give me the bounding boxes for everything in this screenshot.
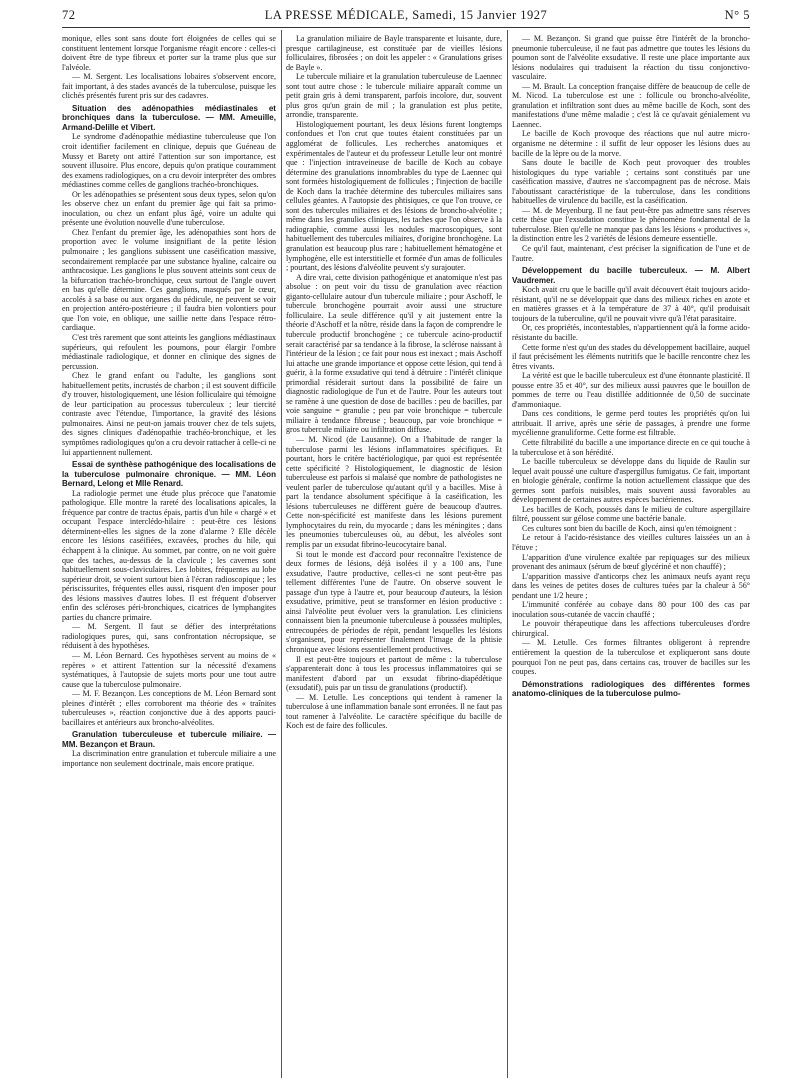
paragraph: C'est très rarement que sont atteints les ganglions médiastinaux supérieurs, qui refoulent les poumons, pour élargir l'ombre médiastinale radiologique, et donner en clinique des signes de percussion.	[62, 332, 276, 371]
paragraph: Koch avait cru que le bacille qu'il avait découvert était toujours acido-résistant, qu'il ne se développait que dans des milieux riches en azote et en matières grasses et à la température de 37 à 40°, qu'il produisait toujours de la tuberculine, qu'il ne pouvait vivre qu'à l'état parasitaire.	[512, 285, 750, 323]
header-rule	[62, 27, 750, 28]
paragraph: Chez l'enfant du premier âge, les adénopathies sont hors de proportion avec le volume insignifiant de la petite lésion pulmonaire ; les ganglions subissent une caséification massive, secondairement remplacée par une substance hyaline, calcaire ou anthracosique. Les ganglions le plus souvent atteints sont ceux de la bifurcation trachéo-bronchique, ceux surtout de l'angle ouvert en bas qu'elle détermine. Ces ganglions, masqués par le cœur, accolés à sa base ou aux organes du pédicule, ne peuvent se voir en projection antéro-postérieure ; il faudra bien volontiers pour que l'on voie, en oblique, une saillie nette dans l'espace rétro-cardiaque.	[62, 227, 276, 333]
paragraph: L'apparition d'une virulence exaltée par repiquages sur des milieux provenant des animaux (sérum de bœuf glycériné et non chauffé) ;	[512, 552, 750, 572]
paragraph: Le retour à l'acido-résistance des vieilles cultures laissées un an à l'étuve ;	[512, 533, 750, 552]
paragraph: — M. Bezançon. Si grand que puisse être l'intérêt de la broncho-pneumonie tuberculeuse, il ne faut pas admettre que toutes les lésions du poumon sont de l'alvéolite exsudative. Il reste une place importante aux lésions nodulaires qui traduisent la réaction du tissu conjonctivo-vasculaire.	[512, 34, 750, 82]
paragraph: Les bacilles de Koch, poussés dans le milieu de culture aspergillaire filtré, poussent sur gélose comme une bactérie banale.	[512, 504, 750, 524]
text-column-1	[62, 34, 276, 1074]
paragraph: Ces cultures sont bien du bacille de Koch, ainsi qu'en témoignent :	[522, 523, 737, 533]
issue-number: N° 5	[724, 8, 750, 22]
paragraph: La granulation miliaire de Bayle transparente et luisante, dure, presque cartilagineuse, est constituée par de vieilles lésions folliculaires, fibrosées ; on doit les appeler : « Granulations grises de Bayle ».	[286, 34, 502, 72]
text-column-3	[512, 34, 750, 1074]
paragraph: — M. F. Bezançon. Les conceptions de M. Léon Bernard sont pleines d'intérêt ; elles corroborent ma théorie des « traînites tuberculeuses », réaction conjonctive due à des apports pauci-bacillaires et antérieurs aux broncho-alvéolites.	[62, 689, 276, 727]
paragraph: A dire vrai, cette division pathogénique et anatomique n'est pas absolue : on peut voir du tissu de granulation avec réaction giganto-cellulaire autour d'un tubercule miliaire ; pour Aschoff, le tubercule bronchogène pourrait avoir aussi une structure folliculaire. La seule différence qu'il y ait justement entre la théorie d'Aschoff et la nôtre, réside dans la façon de comprendre le tubercule productif bronchogène ; ce tubercule acino-productif serait caractérisé par sa tendance à la fibrose, la sclérose naissant à l'intérieur de la lésion ; ce fait pour nous est inexact ; mais Aschoff lui attache une grande importance et oppose cette lésion, qui tend à guérir, à la forme exsudative qui tend à détruire : l'intérêt clinique primordial résiderait surtout dans la possibilité de faire un diagnostic radiologique de l'un et de l'autre. Pour les auteurs tout se ramène à une question de dose de bacilles : peu de bacilles, par voie sanguine = granulie ; peu par voie bronchique = tubercule miliaire à tendance fibreuse ; beaucoup, par voie bronchique = gros tubercule miliaire ou infiltration diffuse.	[286, 272, 502, 435]
paragraph: Histologiquement pourtant, les deux lésions furent longtemps confondues et l'on crut que toutes étaient constituées par un agglomérat de follicules. Les recherches anatomiques et expérimentales de l'auteur et du professeur Letulle leur ont montré que : l'injection intraveineuse de bacille de Koch au cobaye détermine des granulations innombrables du type de Laennec qui sont formées histologiquement de follicules ; l'injection de bacille de Koch dans la trachée détermine des tubercules miliaires sans cellules géantes. A l'autopsie des phtisiques, ce que l'on trouve, ce sont des tubercules miliaires et des lésions de broncho-alvéolite ; même dans les granulies cliniques, les taches que l'on observe à la radiographie, comme aussi les nodules macroscopiques, sont habituellement des tubercules miliaires, d'origine bronchogène. La granulation est beaucoup plus rare ; habituellement hématogène et lymphogène, elle est interstitielle et formée d'un amas de follicules ; pourtant, des lésions d'alvéolite peuvent s'y surajouter.	[286, 119, 502, 273]
paragraph: Il est peut-être toujours et partout de même : la tuberculose s'apparenterait donc à tous les processus inflammatoires qui se manifestent d'abord par un exsudat fibrino-diapédétique (exsudatif), puis par un tissu de granulations (productif).	[286, 654, 502, 693]
section-heading: Essai de synthèse pathogénique des localisations de la tuberculose pulmonaire chronique. — MM. Léon Bernard, Lelong et Mlle Renard.	[62, 460, 276, 489]
paragraph: Cette forme n'est qu'un des stades du développement bacillaire, auquel il faut précisément les éléments nutritifs que le bacille rencontre chez les êtres vivants.	[512, 342, 750, 371]
paragraph: — M. Letulle. Les conceptions qui tendent à ramener la tuberculose à une inflammation banale sont erronées. Il ne faut pas tout ramener à l'alvéolite. Le caractère spécifique du bacille de Koch est de faire des follicules.	[286, 692, 502, 731]
section-heading: Granulation tuberculeuse et tubercule miliaire. — MM. Bezançon et Braun.	[62, 730, 276, 749]
paragraph: L'apparition massive d'anticorps chez les animaux neufs ayant reçu dans les veines de petites doses de cultures tuées par la chaleur à 56° pendant une 1/2 heure ;	[512, 571, 750, 600]
paragraph: L'immunité conférée au cobaye dans 80 pour 100 des cas par inoculation sous-cutanée de vaccin chauffé ;	[512, 600, 750, 619]
paragraph: Ce qu'il faut, maintenant, c'est préciser la signification de l'une et de l'autre.	[512, 244, 750, 263]
paragraph: La vérité est que le bacille tuberculeux est d'une étonnante plasticité. Il pousse entre 35 et 40°, sur des milieux aussi pauvres que le bouillon de pommes de terre ou l'eau distillée additionnée de 0,50 de succinate d'ammoniaque.	[512, 371, 750, 409]
paragraph: — M. de Meyenburg. Il ne faut peut-être pas admettre sans réserves cette thèse que l'exsudation constitue le phénomène fondamental de la tuberculose. Bien qu'elle ne manque pas dans les lésions « productives », la distinction entre les 2 variétés de lésions demeure essentielle.	[512, 205, 750, 244]
paragraph: Le tubercule miliaire et la granulation tuberculeuse de Laennec sont tout autre chose : le tubercule miliaire apparaît comme un petit grain gris à demi transparent, parfois incolore, dur, souvent plus gros qu'un grain de mil ; la granulation est plus petite, arrondie, transparente.	[286, 72, 502, 120]
paragraph: — M. Brault. La conception française diffère de beaucoup de celle de M. Nicod. La tuberculose est une : follicule ou broncho-alvéolite, granulation et infiltration sont dues au même bacille de Koch, sont des manifestations d'une même maladie ; c'est là ce qu'avait génialement vu Laennec.	[512, 81, 750, 129]
page-number: 72	[62, 8, 76, 22]
column-divider	[507, 30, 508, 1078]
paragraph: La radiologie permet une étude plus précoce que l'anatomie pathologique. Elle montre la rareté des localisations apicales, la fréquence par contre de tractus épais, partis d'un hile « chargé » et occupant l'espace interclédo-hilaire : peut-être ces lésions déterminent-elles les signes de la zone d'alarme ? Elle décèle encore les lésions caséifiées, excavées, proches du hile, qui échappent à la clinique. Au sommet, par contre, on ne voit guère que des taches, au-dessus de la clavicule ; les cavernes sont habituellement sous-claviculaires. Les lobites, fréquentes au lobe supérieur droit, se voient surtout bien à l'écran radioscopique ; les périscissurites, fréquentes elles aussi, risquent d'en imposer pour des lésions massives d'autres lobes. Il est fréquent d'observer enfin des scléroses péri-bronchiques, cicatrices de lymphangites parties du chancre primaire.	[62, 488, 276, 622]
paragraph: Dans ces conditions, le germe perd toutes les propriétés qu'on lui attribuait. Il arrive, après une série de passages, à prendre une forme mycélienne granuliforme. Cette forme est filtrable.	[512, 409, 750, 438]
paragraph: La discrimination entre granulation et tubercule miliaire a une importance non seulement doctrinale, mais encore pratique.	[62, 749, 276, 769]
section-heading: Développement du bacille tuberculeux. — M. Albert Vaudremer.	[512, 266, 750, 285]
section-heading: Situation des adénopathies médiastinales et bronchiques dans la tuberculose. — MM. Ameuille, Armand-Delille et Vibert.	[62, 103, 276, 132]
paragraph: — M. Léon Bernard. Ces hypothèses servent au moins de « repères » et attirent l'attention sur la nécessité d'examens systématiques, à l'autopsie de sujets morts pour une tout autre cause que la tuberculose pulmonaire.	[62, 651, 276, 689]
paragraph: Si tout le monde est d'accord pour reconnaître l'existence de deux formes de lésions, déjà isolées il y a 100 ans, l'une exsudative, l'autre productive, celles-ci ne sont peut-être pas tellement différentes l'une de l'autre. On observe souvent le passage d'un type à l'autre et, pour beaucoup d'auteurs, la lésion exsudative, primitive, peut se transformer en lésion productive : ainsi l'alvéolite peut évoluer vers la granulation. Les cliniciens connaissent bien la pneumonie tuberculeuse à poussées multiples, entrecoupées de périodes de répit, pendant lesquelles les lésions s'organisent, pour représenter finalement l'image de la phtisie chronique avec lésions essentiellement productives.	[286, 549, 502, 654]
paragraph: Sans doute le bacille de Koch peut provoquer des troubles histologiques du type variable ; certains sont constitués par une caséification massive, d'autres ne s'accompagnent pas de nécrose. Mais l'aboutissant caractéristique de la tuberculose, dans les conditions habituelles de virulence du bacille, est la caséification.	[512, 158, 750, 206]
journal-title: LA PRESSE MÉDICALE, Samedi, 15 Janvier 1927	[264, 8, 548, 22]
paragraph: Or, ces propriétés, incontestables, n'appartiennent qu'à la forme acido-résistante du bacille.	[512, 323, 750, 342]
column-divider	[281, 30, 282, 1078]
paragraph: — M. Sergent. Il faut se défier des interprétations radiologiques pures, qui, sans confrontation nécropsique, se réduisent à des hypothèses.	[62, 622, 276, 651]
paragraph: Le syndrome d'adénopathie médiastine tuberculeuse que l'on croit identifier facilement en clinique, depuis que Guéneau de Mussy et Barety ont attiré l'attention sur son importance, est souvent illusoire. Plus encore, depuis qu'on pratique couramment des examens radiologiques, on a cru devoir interpréter des ombres médiastines comme celles de ganglions trachéo-bronchiques.	[62, 132, 276, 190]
paragraph: Le bacille tuberculeux se développe dans du liquide de Raulin sur lequel avait poussé une culture d'aspergillus fumigatus. Ce fait, important en biologie générale, confirme la notion actuellement classique que des germes sont parfois nuisibles, mais souvent aussi favorables au développement de certaines autres espèces bactériennes.	[512, 457, 750, 505]
running-header	[62, 8, 750, 24]
paragraph: Cette filtrabilité du bacille a une importance directe en ce qui touche à la tuberculose et à son hérédité.	[512, 437, 750, 457]
paragraph: — M. Letulle. Ces formes filtrantes obligeront à reprendre entièrement la question de la tuberculose et expliqueront sans doute pourquoi l'on ne peut pas, dans certains cas, trouver de bacilles sur les coupes.	[512, 638, 750, 677]
text-column-2	[286, 34, 502, 1074]
paragraph: — M. Nicod (de Lausanne). On a l'habitude de ranger la tuberculose parmi les lésions inflammatoires spécifiques. Et pourtant, hors le critère bactériologique, par quoi est représentée cette spécificité ? Histologiquement, le diagnostic de lésion tuberculeuse est parfois si malaisé que nombre de pathologistes ne veulent parler de tuberculose qu'autant qu'il y a bacilles. Mise à part la tendance absolument spécifique à la caséification, les lésions tuberculeuses ne diffèrent guère de beaucoup d'autres. Cette non-spécificité est manifeste dans les lésions purement lymphocytaires du rein, du myocarde ; dans les méningites ; dans les pneumonies tuberculeuses où, au début, les alvéoles sont remplis par un exsudat fibrino-leucocytaire banal.	[286, 434, 502, 549]
paragraph: Le pouvoir thérapeutique dans les affections tuberculeuses d'ordre chirurgical.	[512, 619, 750, 638]
section-heading: Démonstrations radiologiques des différentes formes anatomo-cliniques de la tuberculose pulmo-	[512, 679, 750, 699]
paragraph: Or les adénopathies se présentent sous deux types, selon qu'on les observe chez un enfant du premier âge qui fait sa primo-inoculation, ou chez un enfant plus âgé, voire un adulte qui présente une évolution nouvelle d'une tuberculose.	[62, 189, 276, 228]
paragraph: monique, elles sont sans doute fort éloignées de celles qui se constituent lentement lorsque l'organisme réagit encore : celles-ci doivent être de type fibreux et porter sur la trame plus que sur l'alvéole.	[62, 34, 276, 72]
paragraph: Le bacille de Koch provoque des réactions que nul autre micro-organisme ne détermine : il suffit de leur opposer les lésions dues au bacille de la lèpre ou de la morve.	[512, 129, 750, 158]
paragraph: Chez le grand enfant ou l'adulte, les ganglions sont habituellement petits, incrustés de charbon ; il est souvent difficile d'y trouver, histologiquement, une lésion folliculaire qui témoigne de leur participation au processus tuberculeux ; leur tiercité contraste avec l'étendue, l'importance, la gravité des lésions pulmonaires. Ainsi ne peut-on jamais trouver chez de tels sujets, des signes cliniques d'adénopathie trachéo-bronchique, et les symptômes radiologiques qu'on a cru devoir rattacher à celle-ci ne lui appartiennent nullement.	[62, 371, 276, 457]
paragraph: — M. Sergent. Les localisations lobaires s'observent encore, fait important, à des stades avancés de la tuberculose, puisque les clichés présentés furent pris sur des cadavres.	[62, 72, 276, 101]
